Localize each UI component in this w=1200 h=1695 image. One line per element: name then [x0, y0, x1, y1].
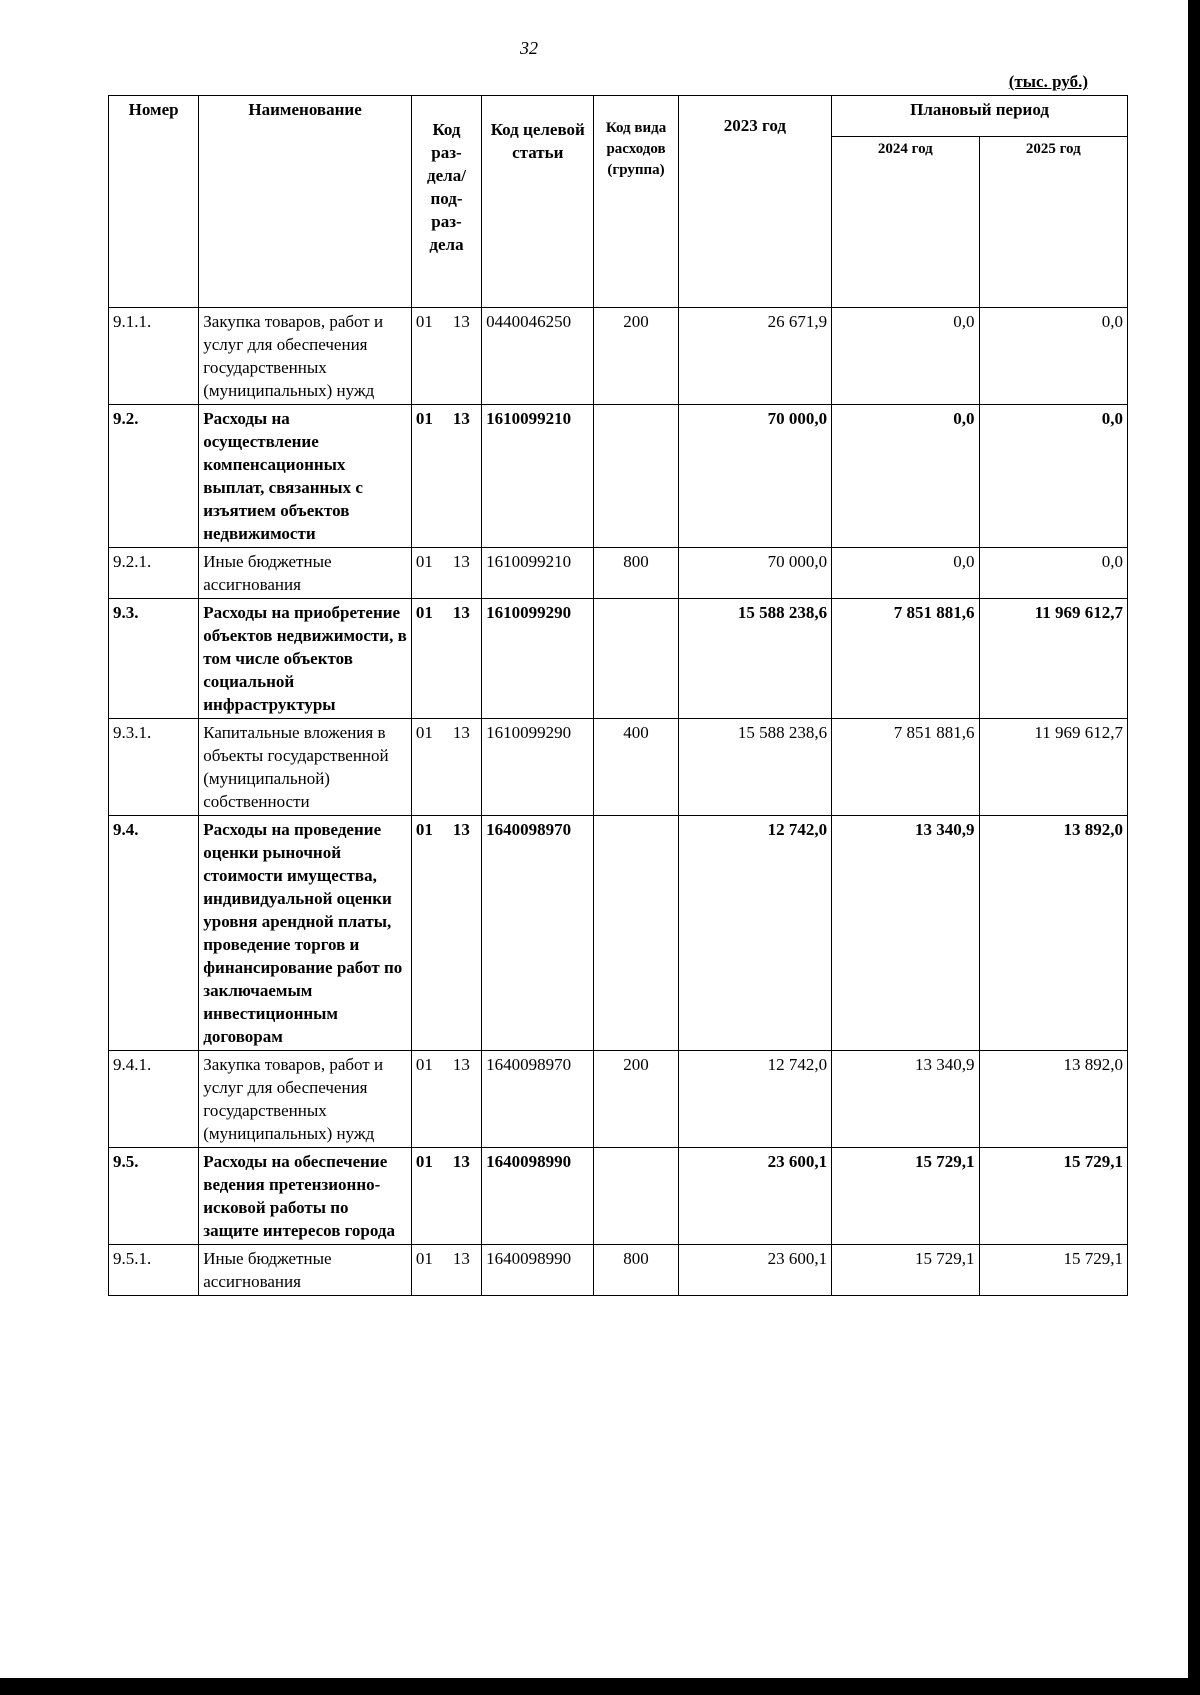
subsection-code: 13 — [452, 312, 470, 331]
row-target-code: 1610099210 — [482, 405, 594, 548]
section-code: 01 — [415, 603, 433, 622]
row-value-2025: 13 892,0 — [979, 816, 1127, 1051]
row-name: Расходы на осуществление компенсационных выплат, связанных с изъятием объектов недвижимости — [199, 405, 412, 548]
table-row — [109, 308, 1128, 405]
row-section-code — [411, 1051, 481, 1148]
row-section-code — [411, 719, 481, 816]
row-value-2023: 12 742,0 — [678, 816, 831, 1051]
row-value-2025: 0,0 — [979, 548, 1127, 599]
row-name: Иные бюджетные ассигнования — [199, 1245, 412, 1296]
row-value-2024: 0,0 — [832, 308, 979, 405]
header-expense-code: Код вида расходов (группа) — [594, 96, 678, 308]
row-value-2023: 15 588 238,6 — [678, 719, 831, 816]
row-name: Иные бюджетные ассигнования — [199, 548, 412, 599]
row-number: 9.2. — [109, 405, 199, 548]
row-value-2024: 13 340,9 — [832, 816, 979, 1051]
row-section-code — [411, 308, 481, 405]
row-section-code — [411, 405, 481, 548]
table-row — [109, 816, 1128, 1051]
units-label: (тыс. руб.) — [1008, 72, 1088, 91]
subsection-code: 13 — [452, 1249, 470, 1268]
row-expense-code: 200 — [594, 1051, 678, 1148]
section-code: 01 — [415, 312, 433, 331]
row-name: Капитальные вложения в объекты государственной (муниципальной) собственности — [199, 719, 412, 816]
table-row — [109, 1148, 1128, 1245]
row-value-2025: 11 969 612,7 — [979, 719, 1127, 816]
row-value-2023: 23 600,1 — [678, 1148, 831, 1245]
subsection-code: 13 — [452, 1152, 470, 1171]
subsection-code: 13 — [452, 409, 470, 428]
row-expense-code — [594, 1148, 678, 1245]
header-year-2025: 2025 год — [979, 137, 1127, 308]
header-number: Номер — [109, 96, 199, 308]
table-row — [109, 1245, 1128, 1296]
row-expense-code: 800 — [594, 1245, 678, 1296]
section-code: 01 — [415, 552, 433, 571]
row-target-code: 1640098990 — [482, 1245, 594, 1296]
row-number: 9.3.1. — [109, 719, 199, 816]
table-row — [109, 405, 1128, 548]
row-value-2024: 13 340,9 — [832, 1051, 979, 1148]
header-year-2023: 2023 год — [678, 96, 831, 308]
row-number: 9.5. — [109, 1148, 199, 1245]
header-section-code: Код раз- дела/ под- раз- дела — [411, 96, 481, 308]
subsection-code: 13 — [452, 820, 470, 839]
row-name: Расходы на приобретение объектов недвижимости, в том числе объектов социальной инфраструктуры — [199, 599, 412, 719]
row-expense-code: 400 — [594, 719, 678, 816]
row-value-2024: 0,0 — [832, 548, 979, 599]
row-value-2025: 0,0 — [979, 308, 1127, 405]
row-value-2024: 7 851 881,6 — [832, 599, 979, 719]
section-code: 01 — [415, 409, 433, 428]
row-value-2023: 70 000,0 — [678, 405, 831, 548]
row-value-2025: 0,0 — [979, 405, 1127, 548]
row-value-2024: 0,0 — [832, 405, 979, 548]
table-row — [109, 599, 1128, 719]
section-code: 01 — [415, 1055, 433, 1074]
header-year-2024: 2024 год — [832, 137, 979, 308]
row-number: 9.4. — [109, 816, 199, 1051]
subsection-code: 13 — [452, 603, 470, 622]
row-name: Расходы на обеспечение ведения претензионно-исковой работы по защите интересов города — [199, 1148, 412, 1245]
row-value-2023: 12 742,0 — [678, 1051, 831, 1148]
row-section-code — [411, 1148, 481, 1245]
row-expense-code — [594, 816, 678, 1051]
table-row — [109, 1051, 1128, 1148]
row-target-code: 1610099290 — [482, 719, 594, 816]
row-value-2025: 15 729,1 — [979, 1148, 1127, 1245]
section-code: 01 — [415, 1152, 433, 1171]
row-number: 9.4.1. — [109, 1051, 199, 1148]
row-section-code — [411, 816, 481, 1051]
row-value-2023: 23 600,1 — [678, 1245, 831, 1296]
row-number: 9.5.1. — [109, 1245, 199, 1296]
row-target-code: 1640098990 — [482, 1148, 594, 1245]
row-target-code: 0440046250 — [482, 308, 594, 405]
row-number: 9.3. — [109, 599, 199, 719]
row-value-2025: 13 892,0 — [979, 1051, 1127, 1148]
row-number: 9.1.1. — [109, 308, 199, 405]
row-number: 9.2.1. — [109, 548, 199, 599]
row-expense-code: 800 — [594, 548, 678, 599]
section-code: 01 — [415, 1249, 433, 1268]
row-name: Расходы на проведение оценки рыночной стоимости имущества, индивидуальной оценки уровня арендной платы, проведение торгов и финансирование работ по заключаемым инвестиционным договорам — [199, 816, 412, 1051]
row-section-code — [411, 599, 481, 719]
section-code: 01 — [415, 723, 433, 742]
row-value-2024: 15 729,1 — [832, 1245, 979, 1296]
header-name: Наименование — [199, 96, 412, 308]
header-target-code: Код целевой статьи — [482, 96, 594, 308]
row-expense-code — [594, 405, 678, 548]
subsection-code: 13 — [452, 1055, 470, 1074]
row-value-2025: 11 969 612,7 — [979, 599, 1127, 719]
row-target-code: 1640098970 — [482, 1051, 594, 1148]
row-name: Закупка товаров, работ и услуг для обеспечения государственных (муниципальных) нужд — [199, 1051, 412, 1148]
row-value-2023: 70 000,0 — [678, 548, 831, 599]
row-target-code: 1610099290 — [482, 599, 594, 719]
section-code: 01 — [415, 820, 433, 839]
row-name: Закупка товаров, работ и услуг для обеспечения государственных (муниципальных) нужд — [199, 308, 412, 405]
subsection-code: 13 — [452, 723, 470, 742]
header-planned-period: Плановый период — [832, 96, 1128, 137]
row-expense-code: 200 — [594, 308, 678, 405]
row-target-code: 1610099210 — [482, 548, 594, 599]
header-row — [109, 96, 1128, 137]
row-value-2024: 7 851 881,6 — [832, 719, 979, 816]
table-row — [109, 719, 1128, 816]
row-value-2023: 15 588 238,6 — [678, 599, 831, 719]
row-value-2025: 15 729,1 — [979, 1245, 1127, 1296]
budget-table — [108, 95, 1128, 1296]
subsection-code: 13 — [452, 552, 470, 571]
row-target-code: 1640098970 — [482, 816, 594, 1051]
row-value-2023: 26 671,9 — [678, 308, 831, 405]
table-row — [109, 548, 1128, 599]
row-expense-code — [594, 599, 678, 719]
page-number: 32 — [520, 38, 538, 58]
row-value-2024: 15 729,1 — [832, 1148, 979, 1245]
row-section-code — [411, 548, 481, 599]
row-section-code — [411, 1245, 481, 1296]
